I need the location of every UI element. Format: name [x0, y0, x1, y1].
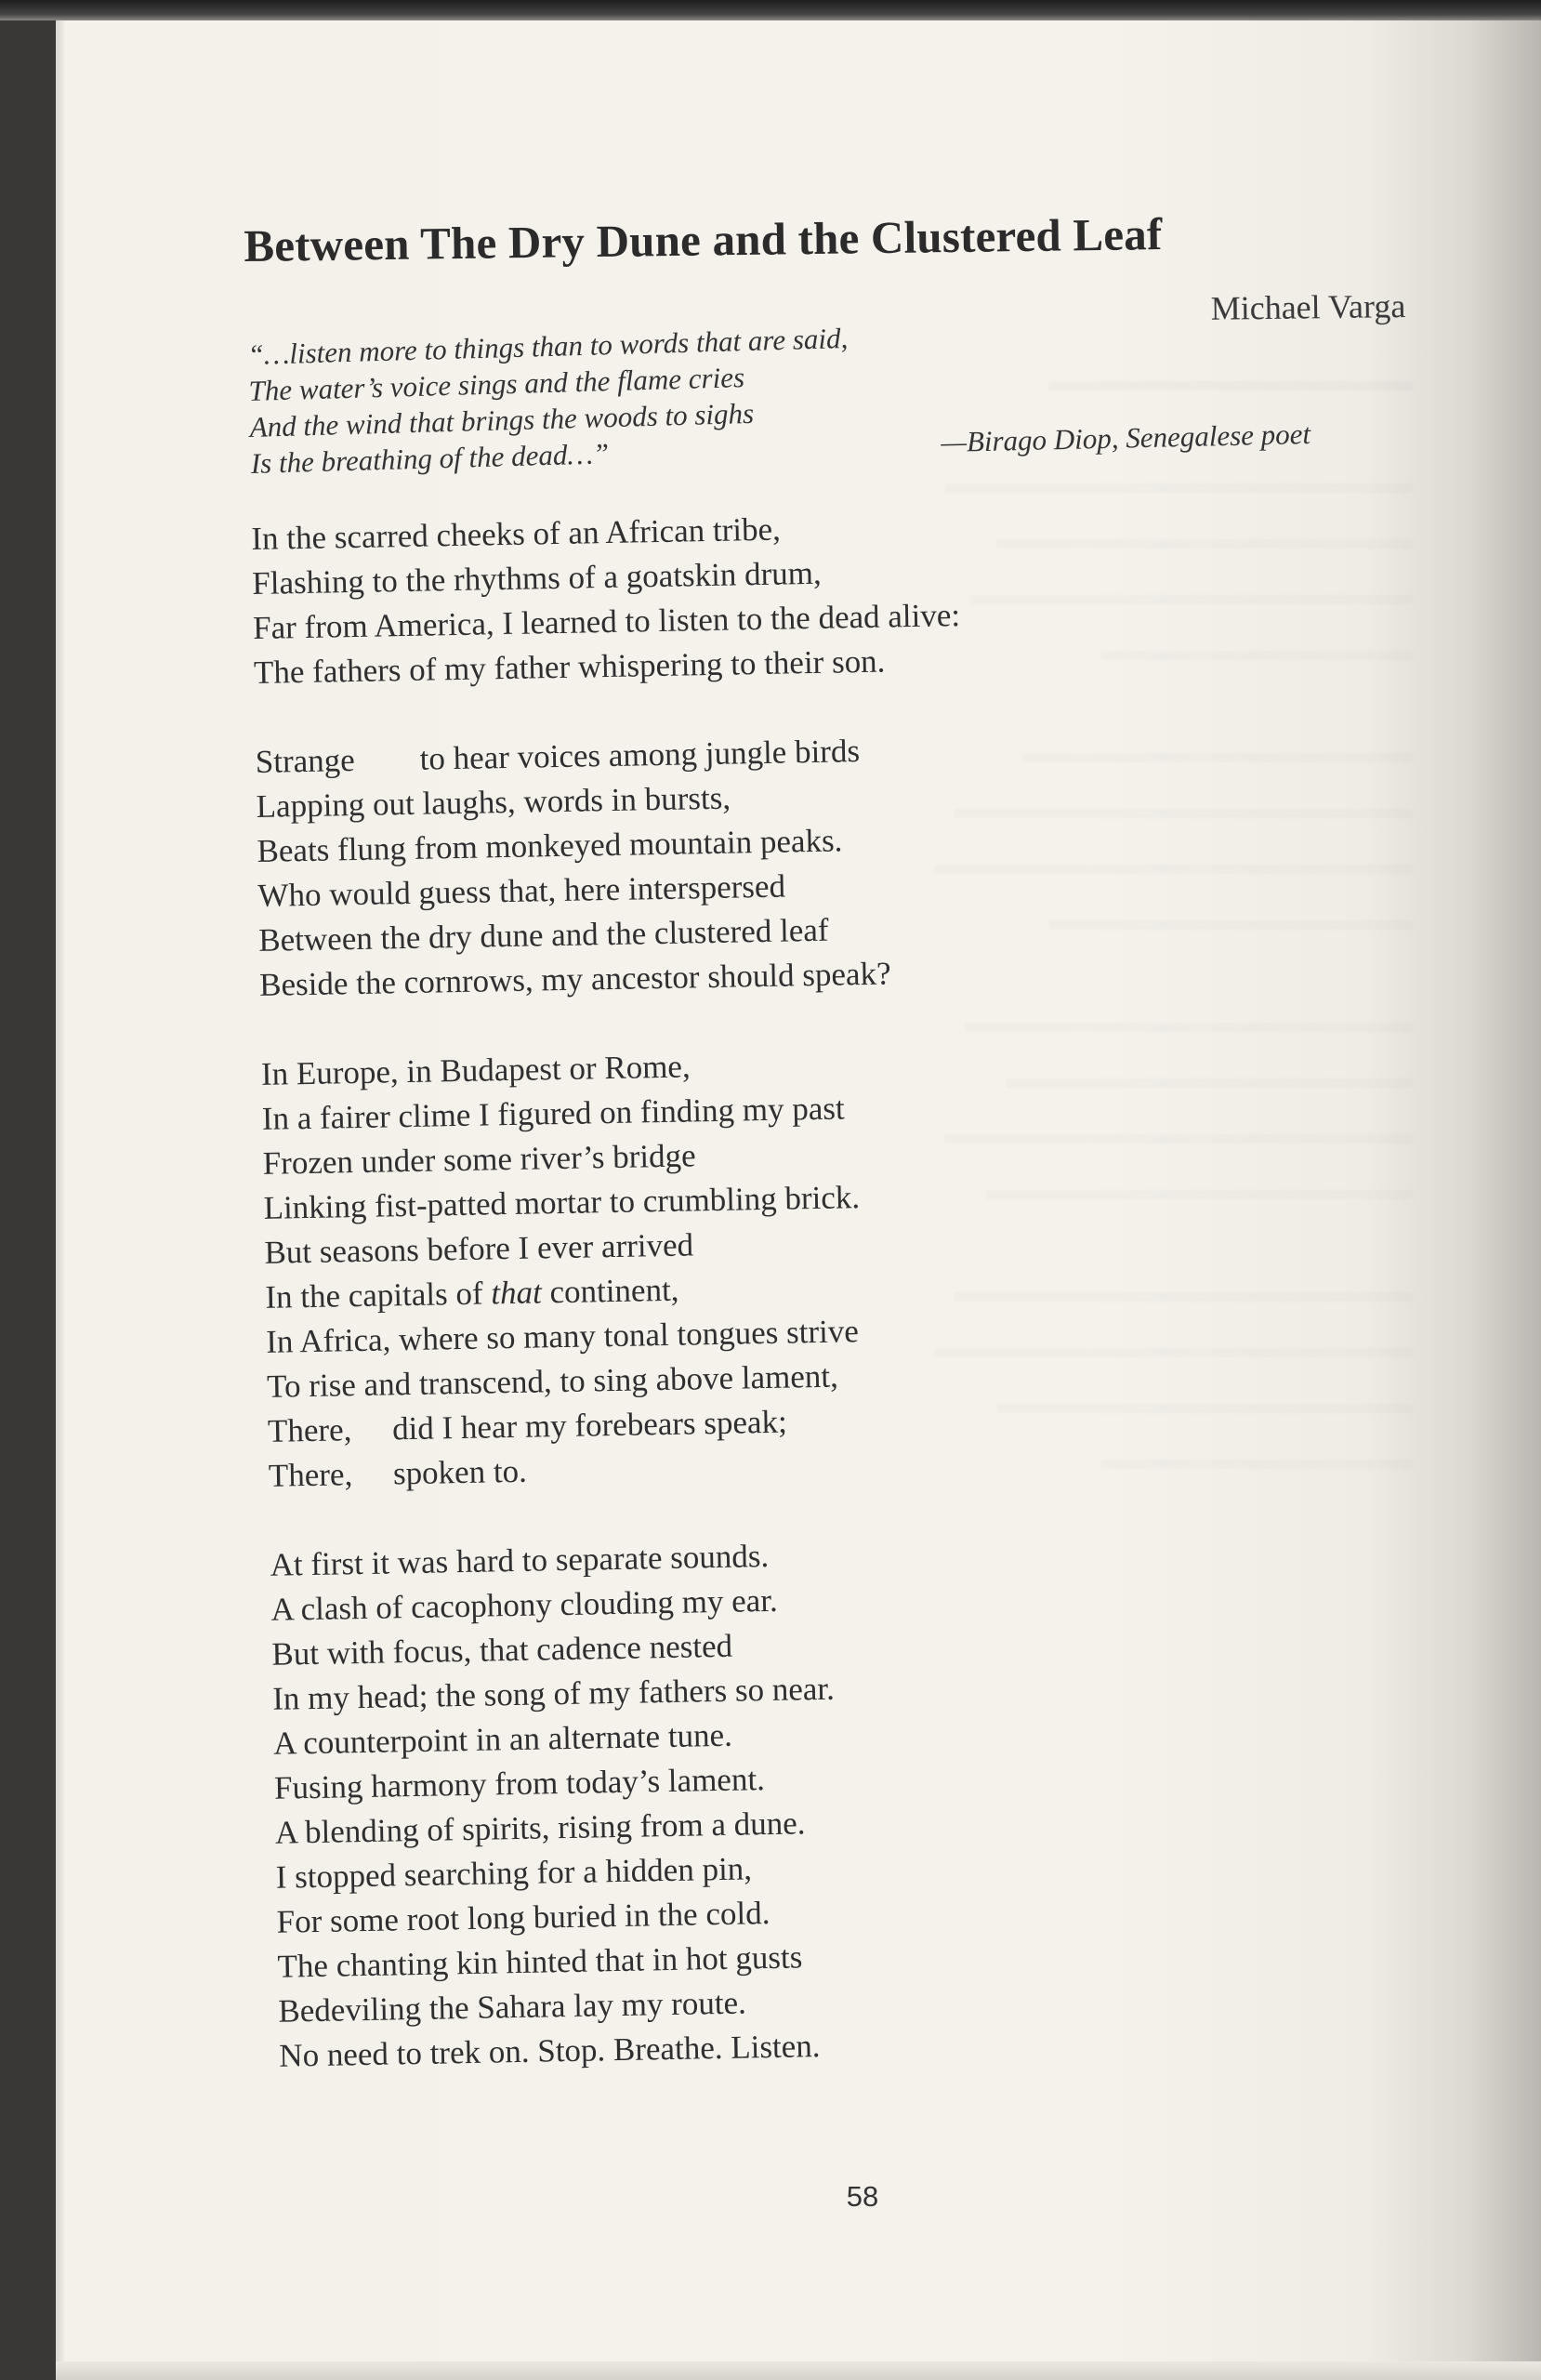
poem-body — [251, 500, 1191, 2079]
poem-line: A blending of spirits, rising from a dune. — [274, 1805, 806, 1851]
epigraph-attribution: —Birago Diop, Senegalese poet — [941, 416, 1311, 458]
epigraph-line: The water’s voice sings and the flame cries — [248, 361, 745, 407]
poem-line: Between the dry dune and the clustered leaf — [257, 911, 829, 959]
poem-line: A clash of cacophony clouding my ear. — [270, 1581, 779, 1628]
poem-line: Lapping out laughs, words in bursts, — [256, 779, 731, 825]
poem-line: Fusing harmony from today’s lament. — [273, 1761, 766, 1806]
poem-line: I stopped searching for a hidden pin, — [275, 1850, 753, 1896]
epigraph — [247, 318, 902, 481]
stanza-2 — [255, 723, 1170, 1008]
epigraph-line: Is the breathing of the dead…” — [250, 437, 610, 480]
scan-top-edge — [0, 0, 1541, 20]
stanza-4 — [270, 1527, 1190, 2079]
poem-line: In my head; the song of my fathers so near. — [271, 1670, 836, 1717]
poem-line: In a fairer clime I figured on finding my past — [261, 1090, 845, 1137]
poem-line-start: In the capitals of — [265, 1275, 492, 1316]
poem-line-end: continent, — [541, 1271, 679, 1311]
poem-line: To rise and transcend, to sing above lament, — [266, 1357, 839, 1405]
poem-line: There, did I hear my forebears speak; — [267, 1403, 788, 1449]
poem-line: But seasons before I ever arrived — [264, 1226, 694, 1271]
poem-line: Linking fist-patted mortar to crumbling brick. — [263, 1179, 861, 1226]
page-number: 58 — [846, 2180, 879, 2213]
poem-line: Bedeviling the Sahara lay my route. — [278, 1984, 747, 2030]
poem-line: No need to trek on. Stop. Breathe. Listen. — [278, 2028, 821, 2074]
poem-title: Between The Dry Dune and the Clustered Leaf — [244, 208, 1163, 271]
epigraph-line: “…listen more to things than to words that are said, — [247, 321, 849, 371]
poem-line: But with focus, that cadence nested — [271, 1627, 733, 1673]
page-bottom-edge — [56, 2361, 1541, 2380]
poem-line: A counterpoint in an alternate tune. — [272, 1716, 733, 1762]
stanza-1 — [251, 500, 1165, 695]
poem-line: The chanting kin hinted that in hot gusts — [277, 1938, 803, 1985]
poem-author: Michael Varga — [1210, 286, 1406, 327]
poem-line: At first it was hard to separate sounds. — [270, 1537, 770, 1583]
poem-line: Strange to hear voices among jungle birds — [255, 733, 861, 780]
poem-line: Beats flung from monkeyed mountain peaks. — [257, 822, 843, 869]
epigraph-line: And the wind that brings the woods to sighs — [249, 396, 755, 443]
poem-line: Far from America, I learned to listen to the dead alive: — [252, 597, 961, 646]
poem-line: The fathers of my father whispering to their son. — [253, 642, 886, 691]
poem-line: Who would guess that, here interspersed — [257, 867, 786, 914]
poem-line: In Africa, where so many tonal tongues strive — [265, 1313, 860, 1360]
stanza-3 — [261, 1036, 1180, 1499]
poem-line: Flashing to the rhythms of a goatskin drum, — [251, 554, 823, 602]
poem-line: For some root long buried in the cold. — [276, 1895, 770, 1940]
poem-line: There, spoken to. — [268, 1452, 528, 1494]
poem-line: Beside the cornrows, my ancestor should speak? — [258, 955, 891, 1003]
poem-line: In the scarred cheeks of an African tribe, — [251, 510, 782, 557]
italic-word: that — [490, 1274, 543, 1312]
poem-line: In Europe, in Budapest or Rome, — [260, 1048, 691, 1092]
page-binding-edge — [56, 20, 65, 2380]
poem-line: Frozen under some river’s bridge — [262, 1137, 696, 1182]
